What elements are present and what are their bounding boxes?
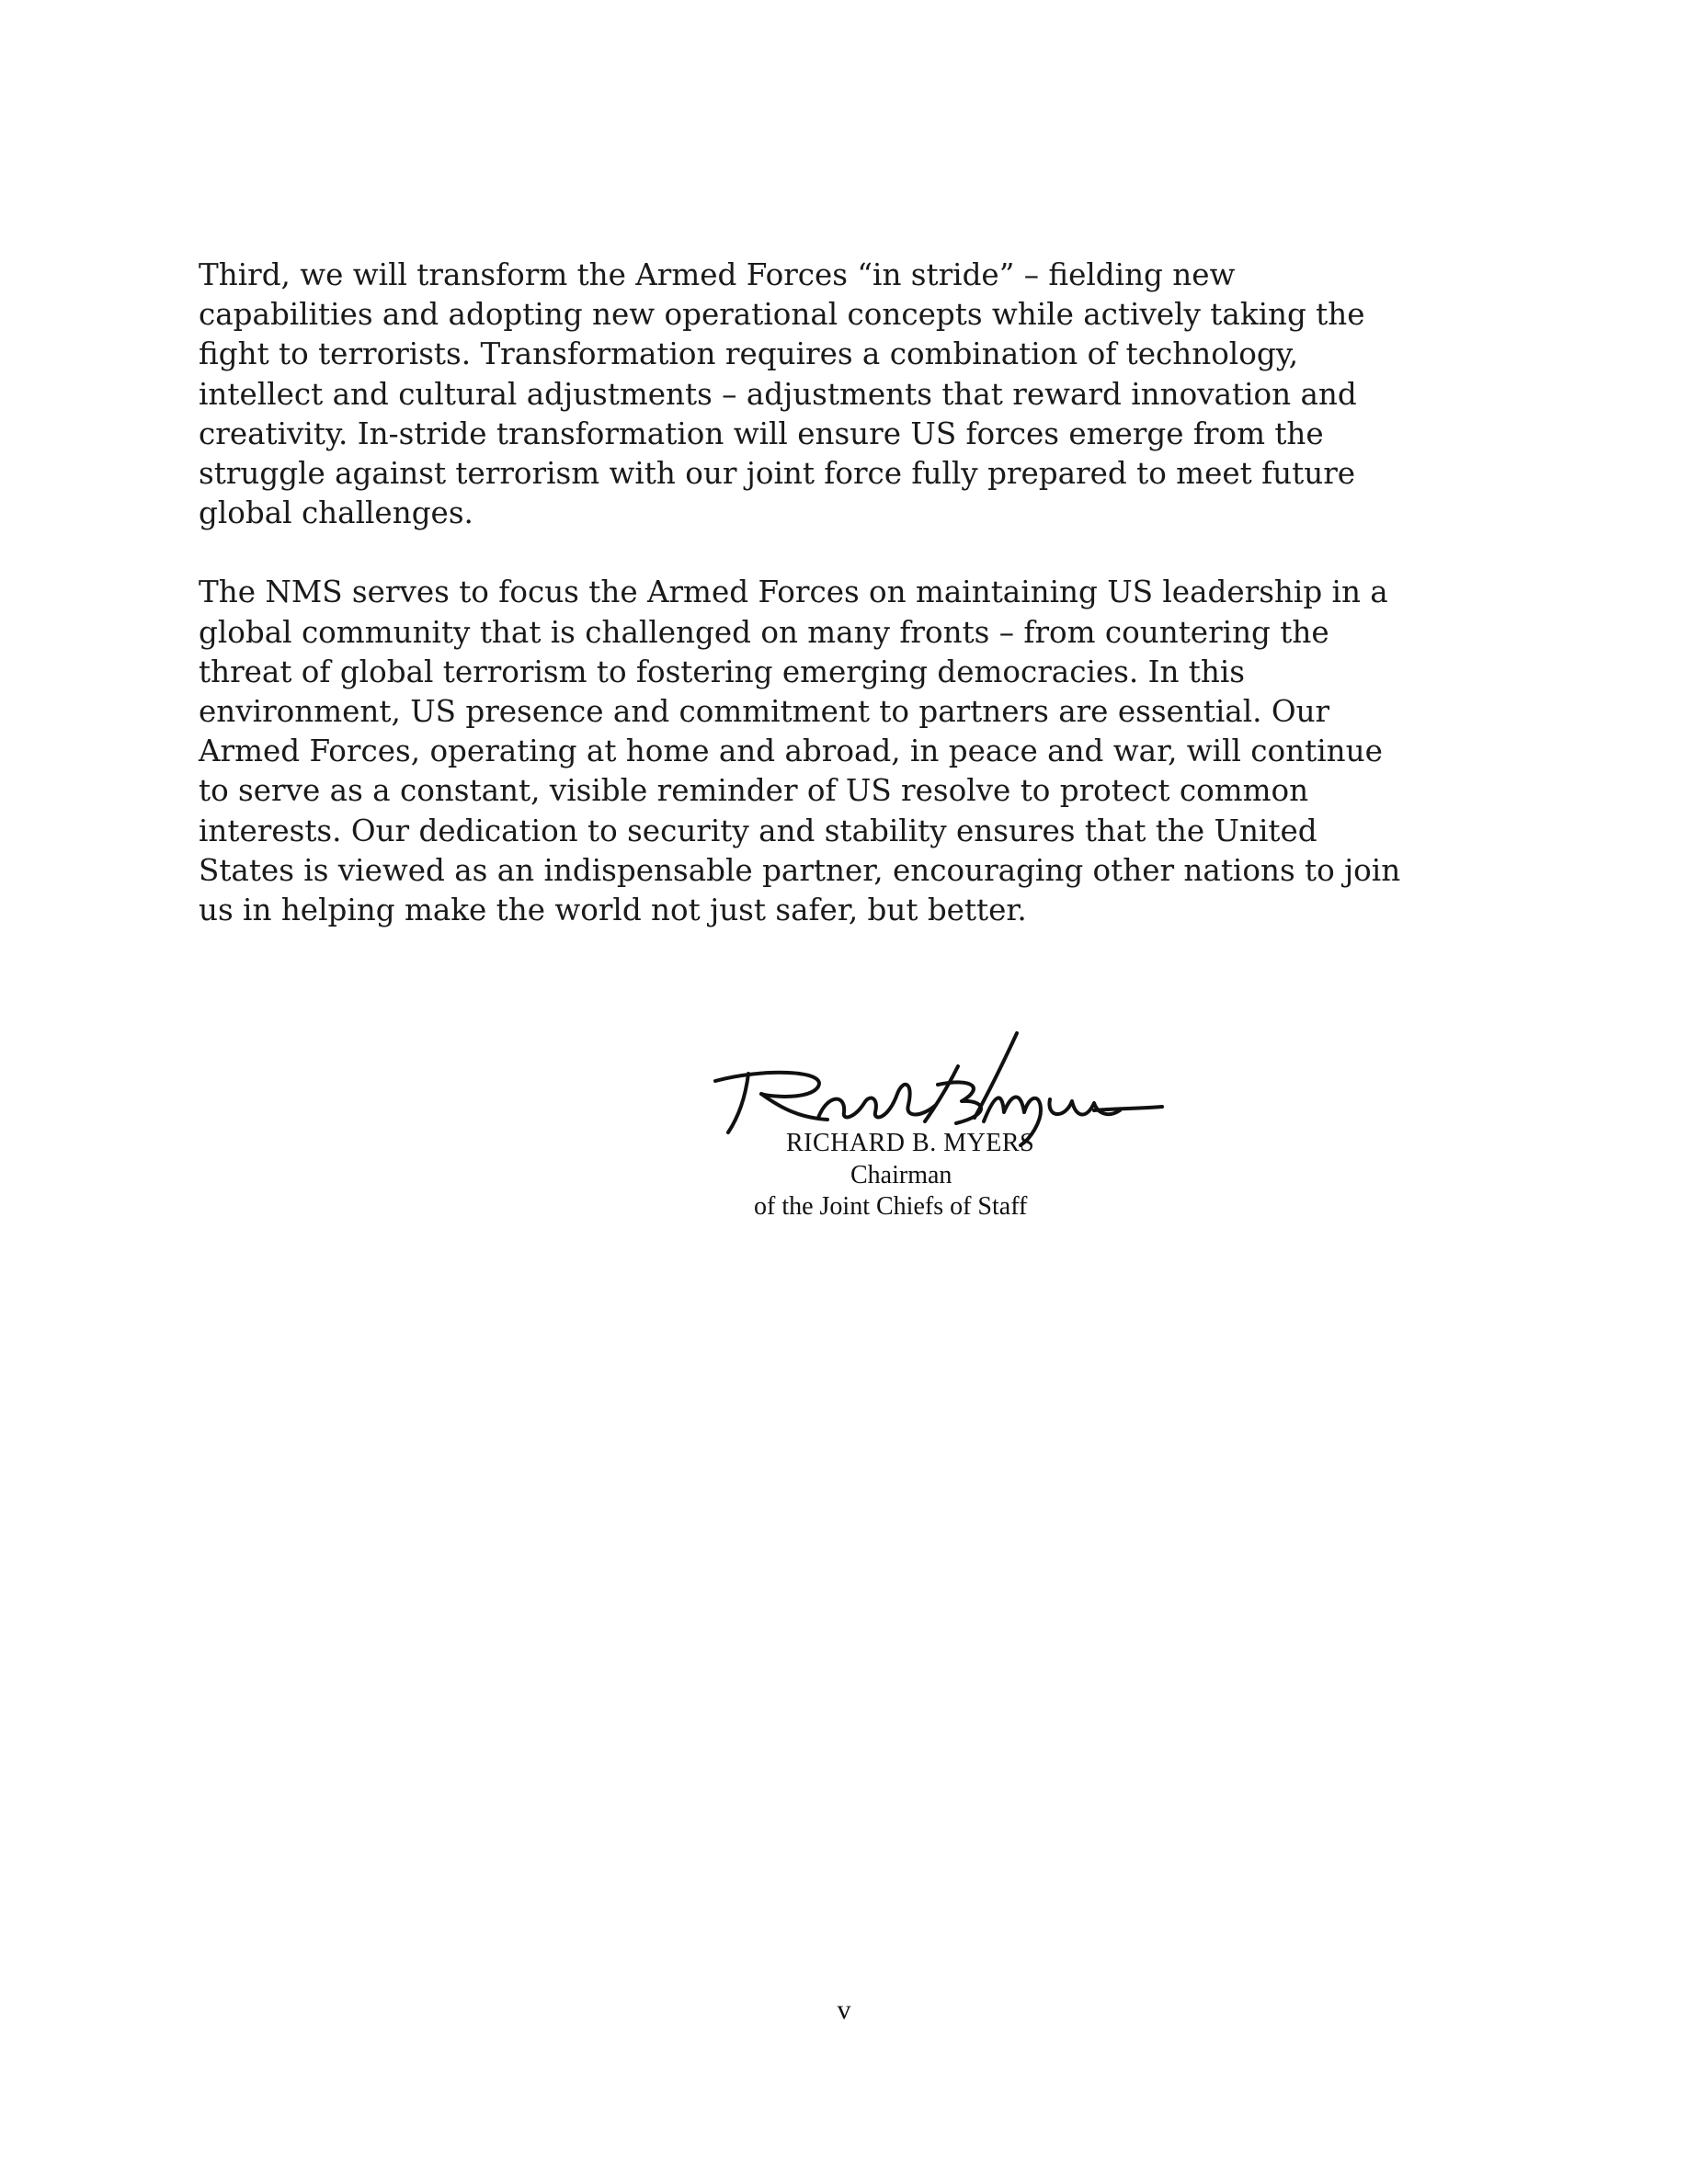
signature-block <box>708 1029 1168 1232</box>
body-text <box>199 256 1504 970</box>
page-number: v <box>837 1995 851 2025</box>
signatory-organization: of the Joint Chiefs of Staff <box>754 1192 1028 1221</box>
paragraph-transformation: Third, we will transform the Armed Forces “in stride” – fielding new capabilities and adopting new operational concepts while actively taking the fight to terrorists. Transformation requires a combination of technology, intellect and cultural adjustments – adjustments that reward innovation and creativity. In-stride transformation will ensure US forces emerge from the struggle against terrorism with our joint force fully prepared to meet future global challenges. <box>199 257 1365 531</box>
signatory-title: Chairman <box>850 1161 952 1189</box>
paragraph-nms-focus: The NMS serves to focus the Armed Forces on maintaining US leadership in a global community that is challenged on many fronts – from countering the threat of global terrorism to fostering emerging democracies. In this environment, US presence and commitment to partners are essential. Our Armed Forces, operating at home and abroad, in peace and war, will continue to serve as a constant, visible reminder of US resolve to protect common interests. Our dedication to security and stability ensures that the United States is viewed as an indispensable partner, encouraging other nations to join us in helping make the world not just safer, but better. <box>199 574 1401 928</box>
signatory-name: RICHARD B. MYERS <box>786 1129 1035 1157</box>
